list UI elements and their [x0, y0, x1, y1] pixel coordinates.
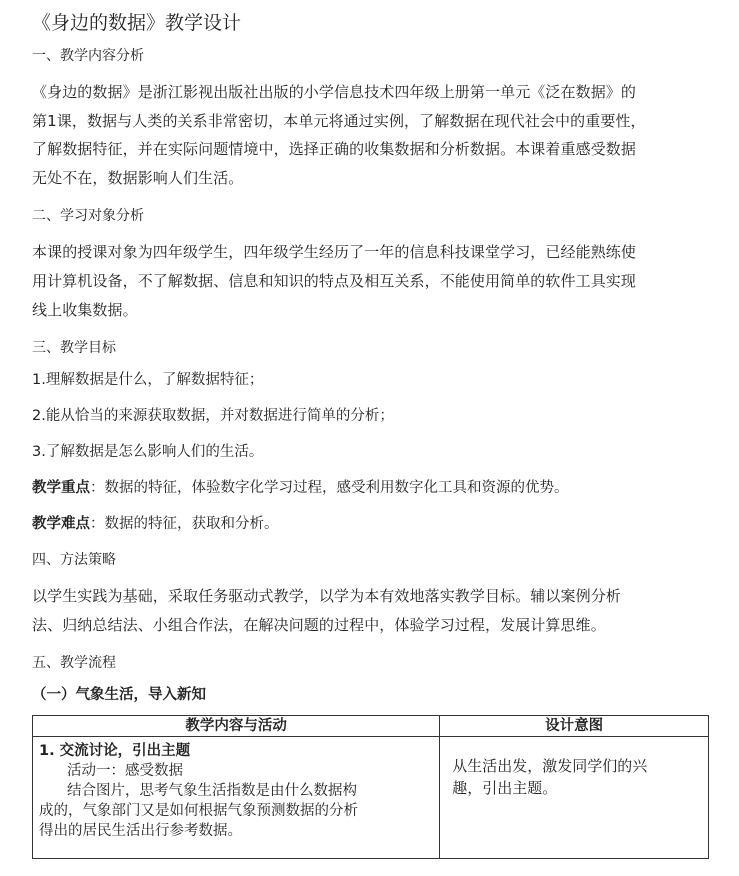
difficult-point-text: ：数据的特征，获取和分析。 [90, 516, 279, 533]
intent-line: 从生活出发，激发同学们的兴 [452, 757, 648, 776]
process-table [32, 715, 709, 859]
section-heading-process: 五、教学流程 [32, 655, 116, 672]
intent-cell [440, 737, 709, 859]
paragraph-content-analysis [32, 78, 707, 192]
paragraph-line: 无处不在，数据影响人们生活。 [32, 168, 244, 187]
activity-line: 得出的居民生活出行参考数据。 [39, 823, 242, 840]
key-point-text: ：数据的特征，体验数字化学习过程，感受利用数字化工具和资源的优势。 [90, 480, 569, 497]
paragraph-line: 用计算机设备，不了解数据、信息和知识的特点及相互关系，不能使用简单的软件工具实现 [32, 271, 637, 290]
paragraph-line: 以学生实践为基础，采取任务驱动式教学，以学为本有效地落实教学目标。辅以案例分析 [32, 587, 621, 606]
table-header-intent: 设计意图 [440, 716, 709, 737]
paragraph-line: 法、归纳总结法、小组合作法，在解决问题的过程中，体验学习过程，发展计算思维。 [32, 615, 606, 634]
difficult-point-label: 教学难点 [32, 516, 90, 533]
activity-cell [33, 737, 440, 859]
section-heading-learner-analysis: 二、学习对象分析 [32, 208, 144, 225]
objective-item: 2.能从恰当的来源获取数据，并对数据进行简单的分析； [32, 408, 394, 425]
intent-line: 趣，引出主题。 [452, 779, 558, 798]
paragraph-line: 本课的授课对象为四年级学生，四年级学生经历了一年的信息科技课堂学习，已经能熟练使 [32, 243, 637, 262]
objective-item: 1.理解数据是什么，了解数据特征； [32, 372, 264, 389]
paragraph-line: 了解数据特征，并在实际问题情境中，选择正确的收集数据和分析数据。本课着重感受数据 [32, 140, 637, 159]
activity-line: 成的，气象部门又是如何根据气象预测数据的分析 [39, 803, 358, 820]
section-heading-methods: 四、方法策略 [32, 552, 116, 569]
paragraph-line: 《身边的数据》是浙江影视出版社出版的小学信息技术四年级上册第一单元《泛在数据》的 [32, 83, 637, 101]
section-heading-content-analysis: 一、教学内容分析 [32, 48, 144, 64]
paragraph-methods [32, 582, 707, 639]
key-point [32, 478, 707, 498]
objective-item: 3.了解数据是怎么影响人们的生活。 [32, 444, 264, 461]
paragraph-line: 第1课，数据与人类的关系非常密切，本单元将通过实例，了解数据在现代社会中的重要性， [32, 111, 646, 130]
paragraph-line: 线上收集数据。 [32, 300, 138, 319]
table-header-row [33, 716, 709, 737]
section-heading-objectives: 三、教学目标 [32, 340, 116, 357]
paragraph-learner-analysis [32, 238, 707, 324]
document-title: 《身边的数据》教学设计 [32, 12, 242, 34]
subsection-heading: （一）气象生活，导入新知 [32, 687, 206, 704]
difficult-point [32, 514, 707, 534]
activity-title: 1. 交流讨论，引出主题 [39, 743, 191, 760]
table-header-activities: 教学内容与活动 [33, 716, 440, 737]
activity-line: 结合图片，思考气象生活指数是由什么数据构 [67, 783, 357, 800]
table-row [33, 737, 709, 859]
activity-line: 活动一：感受数据 [67, 763, 183, 780]
key-point-label: 教学重点 [32, 480, 90, 497]
